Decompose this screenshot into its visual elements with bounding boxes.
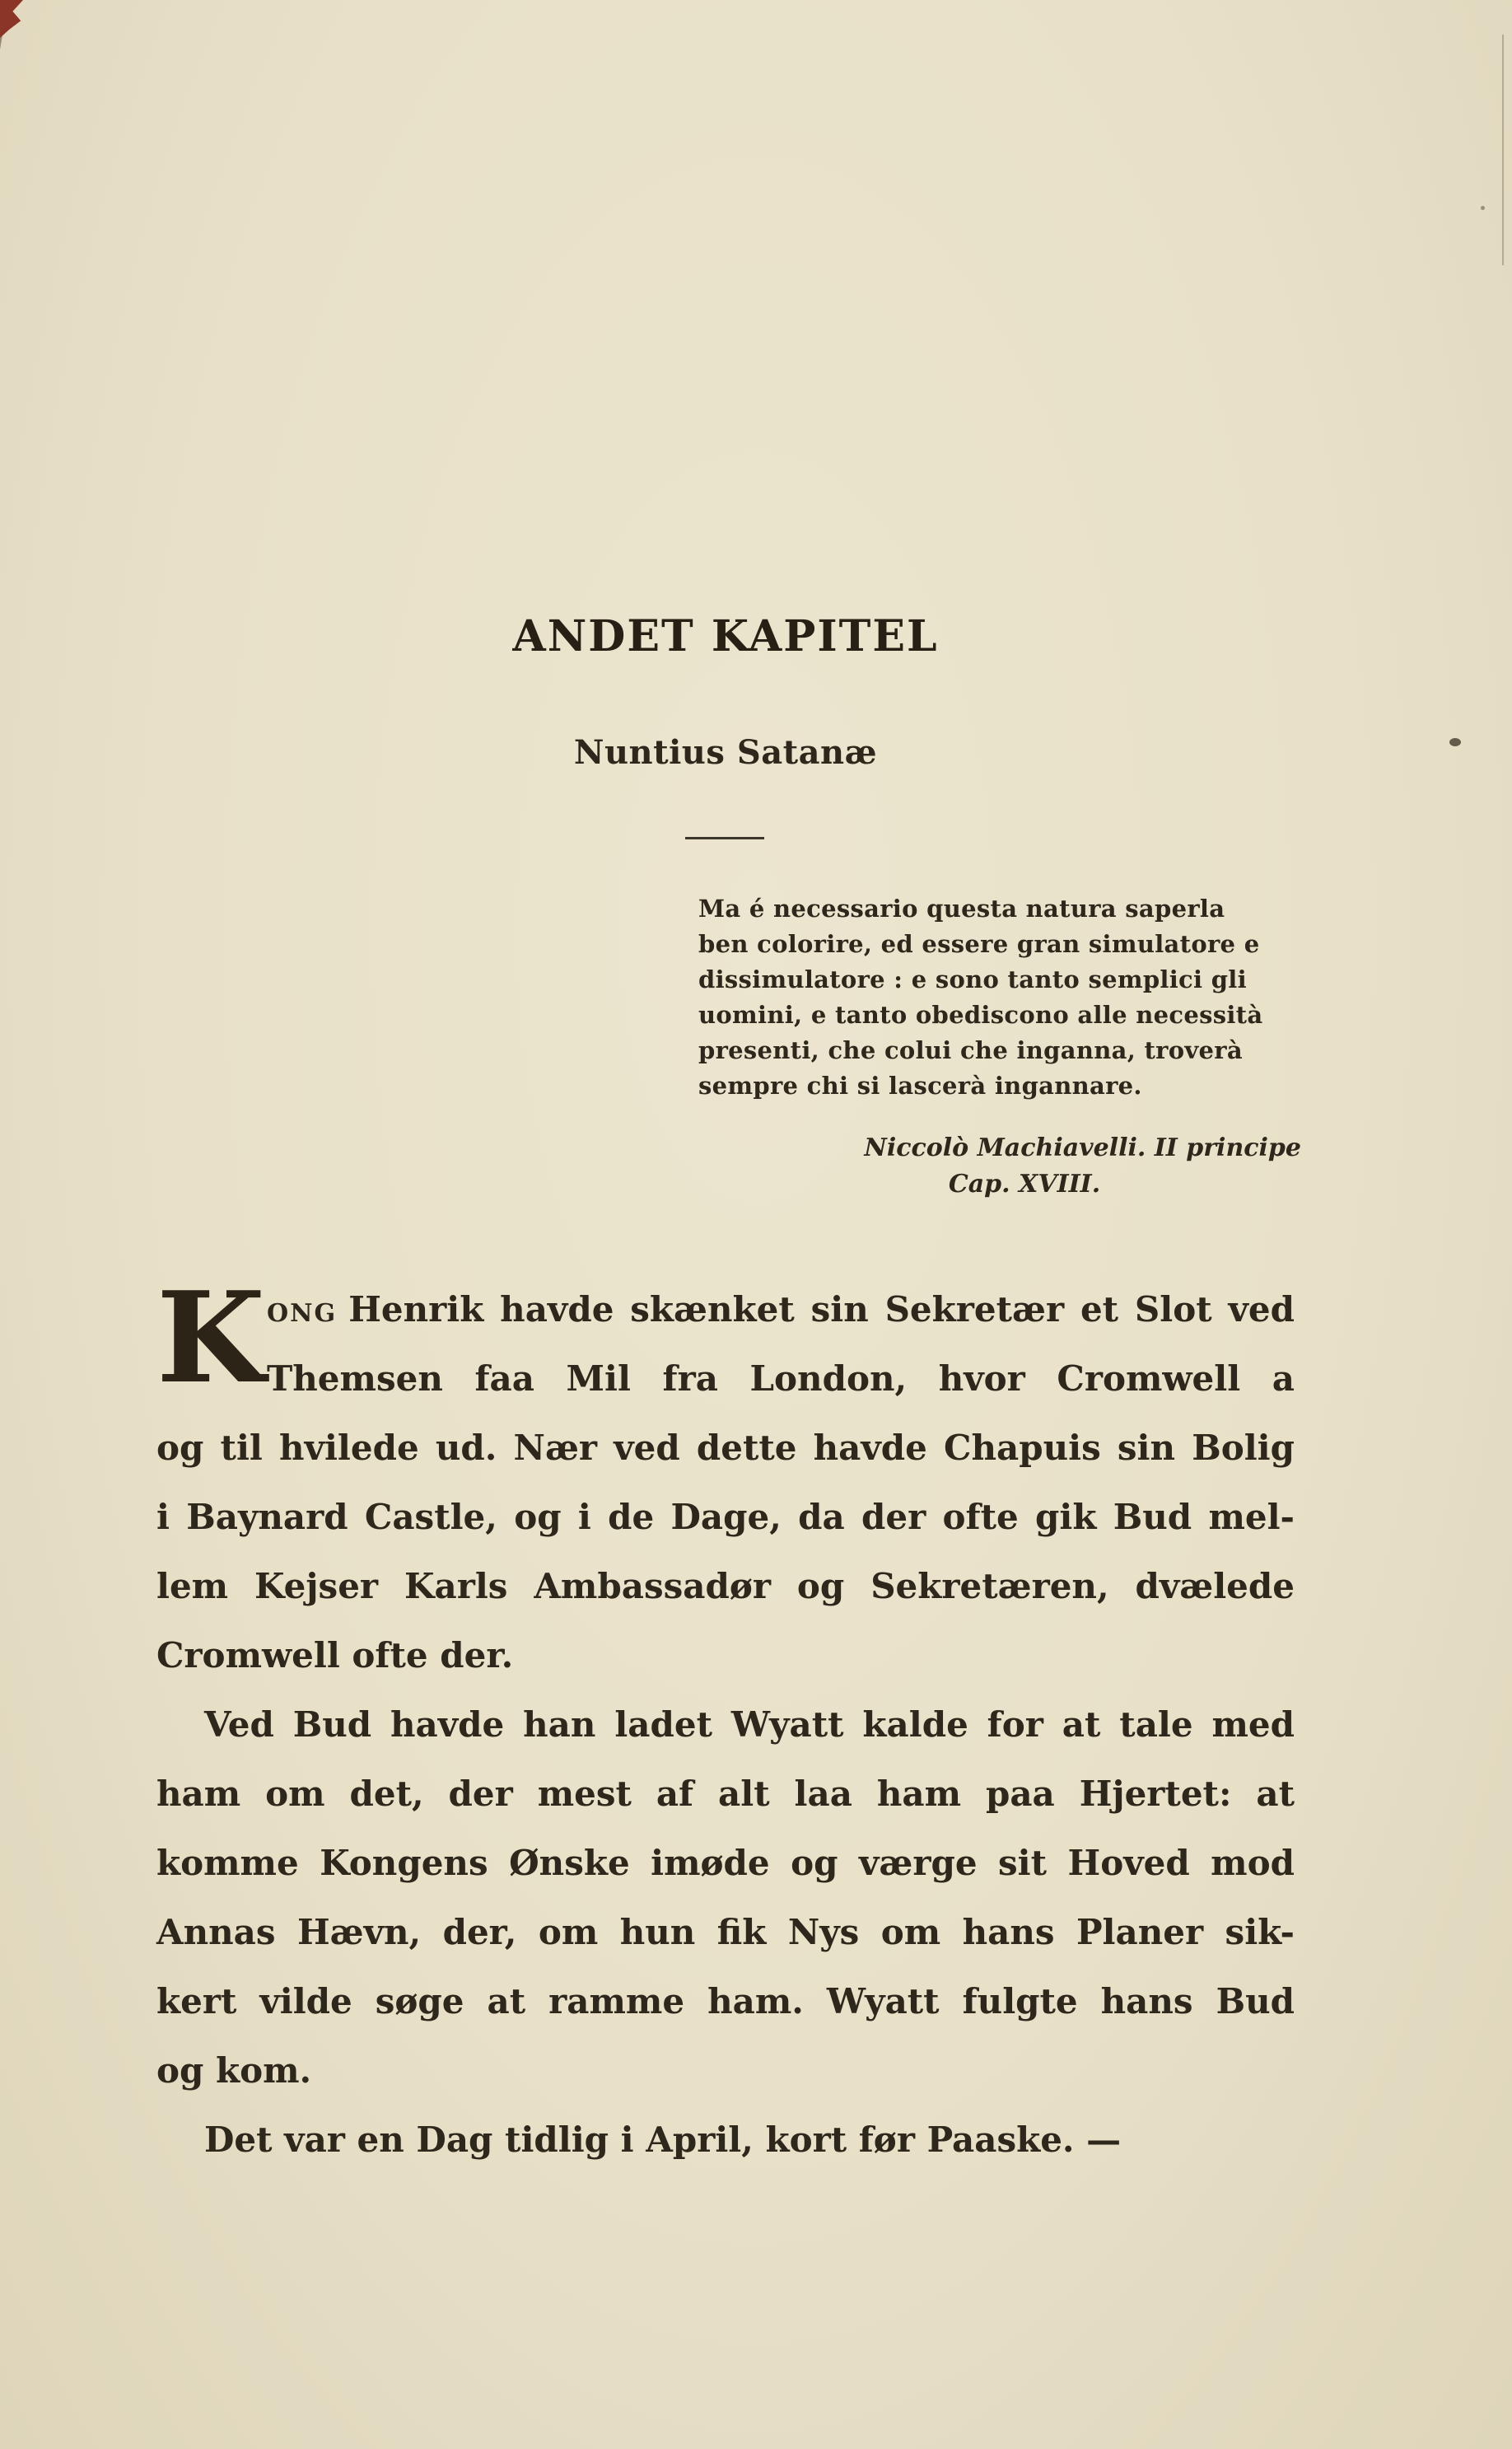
body-line: Cromwell ofte der.: [156, 1635, 514, 1676]
epigraph-line: sempre chi si lascerà ingannare.: [698, 1072, 1142, 1100]
epigraph-line: presenti, che colui che inganna, troverà: [698, 1036, 1243, 1064]
epigraph: [698, 891, 1301, 1104]
scan-corner-mark: [0, 0, 23, 38]
divider-rule: [685, 837, 764, 839]
body-line: i Baynard Castle, og i de Dage, da der ofte gik Bud mel-: [156, 1497, 1295, 1537]
body-line: Ved Bud havde han ladet Wyatt kalde for at tale med: [204, 1704, 1295, 1745]
epigraph-line: dissimulatore : e sono tanto semplici gli: [698, 965, 1247, 993]
epigraph-attribution: [698, 1130, 1301, 1203]
epigraph-line: Ma é necessario questa natura saperla: [698, 895, 1225, 923]
body-line: og kom.: [156, 2050, 312, 2091]
attribution-author: Niccolò Machiavelli. II principe: [864, 1133, 1301, 1162]
chapter-title: ANDET KAPITEL: [512, 611, 939, 661]
attribution-chapter: Cap. XVIII.: [948, 1170, 1101, 1199]
body-line: Themsen faa Mil fra London, hvor Cromwell a: [267, 1358, 1295, 1399]
dropcap-initial: K: [156, 1264, 266, 1411]
scan-crease-line: [1502, 35, 1504, 265]
body-line: lem Kejser Karls Ambassadør og Sekretæren, dvælede: [156, 1566, 1295, 1606]
body-line: komme Kongens Ønske imøde og værge sit Hoved mod: [156, 1843, 1295, 1883]
body-line: Annas Hævn, der, om hun fik Nys om hans Planer sik-: [156, 1912, 1295, 1952]
epigraph-line: uomini, e tanto obediscono alle necessità: [698, 1001, 1263, 1029]
body-line: kert vilde søge at ramme ham. Wyatt fulgte hans Bud: [156, 1981, 1295, 2021]
epigraph-line: ben colorire, ed essere gran simulatore e: [698, 930, 1260, 958]
scan-speck: [1449, 738, 1461, 746]
body-line: Det var en Dag tidlig i April, kort før Paaske. —: [204, 2120, 1122, 2160]
body-line: og til hvilede ud. Nær ved dette havde Chapuis sin Bolig: [156, 1428, 1295, 1468]
chapter-subtitle: Nuntius Satanæ: [573, 733, 878, 772]
body-line: ham om det, der mest af alt laa ham paa Hjertet: at: [156, 1774, 1295, 1814]
scan-speck: [1481, 206, 1485, 210]
body-text: [156, 1264, 1295, 2175]
body-line: [156, 1275, 1295, 1344]
body-line-text: Henrik havde skænket sin Sekretær et Slot ved: [348, 1289, 1295, 1330]
smallcaps-word: ONG: [267, 1299, 338, 1328]
